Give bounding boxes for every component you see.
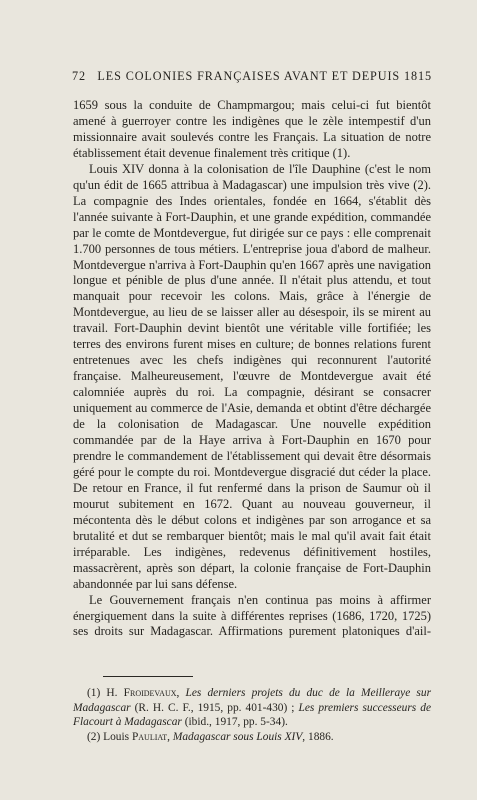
footnote-1	[73, 686, 431, 730]
footnote-2-title: Madagascar sous Louis XIV	[172, 730, 303, 743]
running-title: LES COLONIES FRANÇAISES AVANT ET DEPUIS 1815	[97, 69, 432, 83]
body-text	[73, 98, 431, 640]
footnote-2-mark: (2) Louis	[87, 730, 130, 743]
page-number: 72	[72, 69, 86, 83]
running-header	[72, 69, 432, 84]
paragraph-2: Louis XIV donna à la colonisation de l'île Dauphine (c'est le nom qu'un édit de 1665 attribua à Madagascar) une impulsion très vive (2). La compagnie des Indes orientales, fondée en 1664, s'établit dès l'année suivante à Fort-Dauphin, et une grande expédition, commandée par le comte de Montdevergue, fut dirigée sur ce pays : elle comprenait 1.700 personnes de tous métiers. L'entreprise joua d'abord de malheur. Montdevergue n'arriva à Fort-Dauphin qu'en 1667 après une navigation longue et pénible de plus d'une année. Il n'était plus attendu, et tout manquait pour recevoir les colons. Mais, grâce à l'énergie de Montdevergue, au lieu de se laisser aller au désespoir, ils se mirent au travail. Fort-Dauphin devint bientôt une véritable ville fortifiée; les terres des environs furent mises en culture; de bonnes relations furent entretenues avec les chefs indigènes qui reconnurent l'autorité française. Malheureusement, l'œuvre de Montdevergue avait été calomniée auprès du roi. La compagnie, désirant se consacrer uniquement au commerce de l'Asie, demanda et obtint d'être déchargée de la colonisation de Madagascar. Une nouvelle expédition commandée par de la Haye arriva à Fort-Dauphin en 1670 pour prendre le commandement de l'établissement qui devait être désormais géré pour le compte du roi. Montdevergue disgracié dut céder la place. De retour en France, il fut renfermé dans la prison de Saumur où il mourut subitement en 1672. Quant au nouveau gouverneur, il mécontenta dès le début colons et indigènes par son arrogance et sa brutalité et dut se rembarquer bientôt; mais le mal qu'il avait fait était irréparable. Les indigènes, redevenus définitivement hostiles, massacrèrent, après son départ, la colonie française de Fort-Dauphin abandonnée par lui sans défense.	[73, 161, 431, 591]
footnote-1-tail: (ibid., 1917, pp. 5-34).	[181, 716, 288, 729]
footnote-2	[73, 730, 431, 745]
footnote-1-mark: (1) H.	[87, 687, 118, 699]
footnotes	[73, 686, 431, 744]
footnote-separator	[103, 676, 193, 677]
paragraph-3: Le Gouvernement français n'en continua pas moins à affirmer énergiquement dans la suite à différentes reprises (1686, 1720, 1725) ses droits sur Madagascar. Affirmations purement platoniques d'ail-	[73, 592, 431, 639]
footnote-1-author: Froidevaux,	[123, 687, 180, 699]
footnote-1-source: (R. H. C. F., 1915, pp. 401-430) ;	[130, 701, 299, 714]
footnote-1-title: Les derniers projets du duc de la Meilleraye sur Madagascar	[73, 687, 431, 714]
footnote-2-tail: , 1886.	[302, 730, 334, 743]
footnote-2-author: Pauliat,	[131, 730, 171, 743]
paragraph-1: 1659 sous la conduite de Champmargou; mais celui-ci fut bientôt amené à guerroyer contre les indigènes que le zèle intempestif d'un missionnaire avait soulevés contre les Français. La situation de notre établissement était devenue finalement très critique (1).	[73, 98, 431, 160]
footnote-1-title-2: Les premiers successeurs de Flacourt à Madagascar	[73, 701, 432, 729]
